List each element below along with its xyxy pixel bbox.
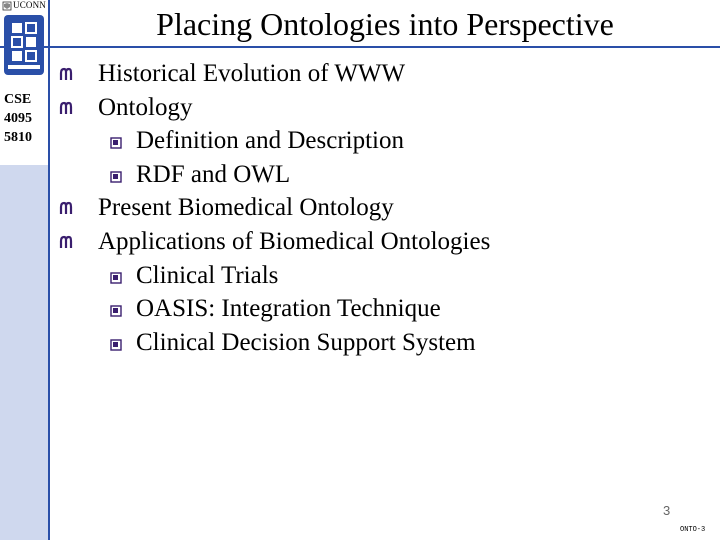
circle-m-bullet-icon (58, 66, 74, 82)
circle-m-bullet-icon (58, 234, 74, 250)
sidebar-strip (0, 165, 48, 540)
slide-number: 3 (663, 503, 671, 518)
left-sidebar (0, 0, 48, 540)
square-q-bullet-icon (110, 137, 122, 149)
slide-title: Placing Ontologies into Perspective (156, 6, 614, 42)
course-line: 4095 (4, 111, 32, 126)
course-line: CSE (4, 92, 32, 107)
bullet-text: RDF and OWL (136, 160, 291, 188)
bullet-text: Definition and Description (136, 127, 404, 155)
course-number (4, 90, 32, 147)
square-q-bullet-icon (110, 171, 122, 183)
cse-logo-icon (4, 15, 44, 75)
circle-m-bullet-icon (58, 200, 74, 216)
bullet-text: OASIS: Integration Technique (136, 295, 441, 323)
bullet-text: Ontology (98, 93, 193, 121)
vertical-rule (48, 0, 50, 540)
bullet-text: Applications of Biomedical Ontologies (98, 227, 491, 255)
square-q-bullet-icon (110, 339, 122, 351)
uconn-seal-icon (2, 1, 12, 11)
header-rule (0, 46, 720, 48)
course-line: 5810 (4, 130, 32, 145)
square-q-bullet-icon (110, 305, 122, 317)
bullet-text: Clinical Trials (136, 261, 279, 289)
square-q-bullet-icon (110, 272, 122, 284)
footer-code: ONTO-3 (680, 526, 706, 534)
university-label: UCONN (13, 0, 47, 10)
circle-m-bullet-icon (58, 100, 74, 116)
bullet-text: Historical Evolution of WWW (98, 60, 406, 87)
bullet-text: Clinical Decision Support System (136, 328, 476, 356)
bullet-text: Present Biomedical Ontology (98, 194, 394, 222)
